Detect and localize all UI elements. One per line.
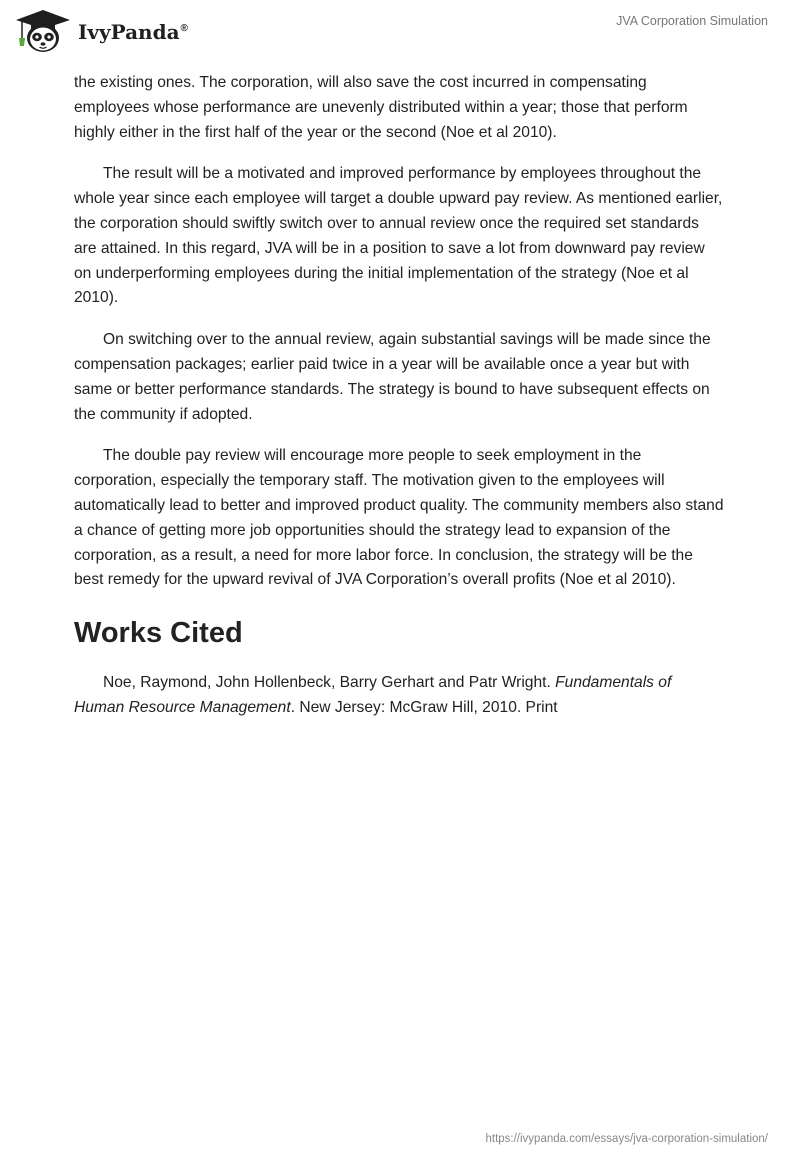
- citation-publication: . New Jersey: McGraw Hill, 2010. Print: [290, 698, 558, 716]
- citation-authors: Noe, Raymond, John Hollenbeck, Barry Gerhart and Patr Wright.: [103, 674, 556, 692]
- page-header: [0, 0, 800, 70]
- paragraph-4: The double pay review will encourage more people to seek employment in the corporation, especially the temporary staff. The motivation given to the employees will automatically lead to better and improved product quality. The community members also stand a chance of getting more job opportunities should the strategy lead to expansion of the corporation, as a result, a need for more labor force. In conclusion, the strategy will be the best remedy for the upward revival of JVA Corporation’s overall profits (Noe et al 2010).: [74, 447, 724, 589]
- panda-graduate-logo-icon: [14, 8, 72, 54]
- works-cited-heading: Works Cited: [74, 617, 243, 650]
- source-url[interactable]: https://ivypanda.com/essays/jva-corporation-simulation/: [485, 1133, 768, 1145]
- registered-mark: ®: [180, 23, 188, 35]
- brand-name: [78, 20, 188, 44]
- ivypanda-logo[interactable]: [14, 8, 188, 54]
- paragraph-3: On switching over to the annual review, again substantial savings will be made since the compensation packages; earlier paid twice in a year will be available once a year but with same or better performance standards. The strategy is bound to have subsequent effects on the community if adopted.: [74, 331, 711, 423]
- brand-name-text: IvyPanda: [78, 20, 180, 44]
- document-title: JVA Corporation Simulation: [616, 14, 768, 28]
- paragraph-2: The result will be a motivated and improved performance by employees throughout the whole year since each employee will target a double upward pay review. As mentioned earlier, the corporation should swiftly switch over to annual review once the required set standards are attained. In this regard, JVA will be in a position to save a lot from downward pay review on underperforming employees during the initial implementation of the strategy (Noe et al 2010).: [74, 165, 723, 307]
- paragraph-1: the existing ones. The corporation, will also save the cost incurred in compensating employees whose performance are unevenly distributed within a year; those that perform highly either in the first half of the year or the second (Noe et al 2010).: [74, 74, 688, 141]
- citation-entry: [74, 671, 724, 721]
- citation-book-title: Fundamentals of Human Resource Management: [74, 674, 672, 716]
- essay-body: [74, 71, 724, 721]
